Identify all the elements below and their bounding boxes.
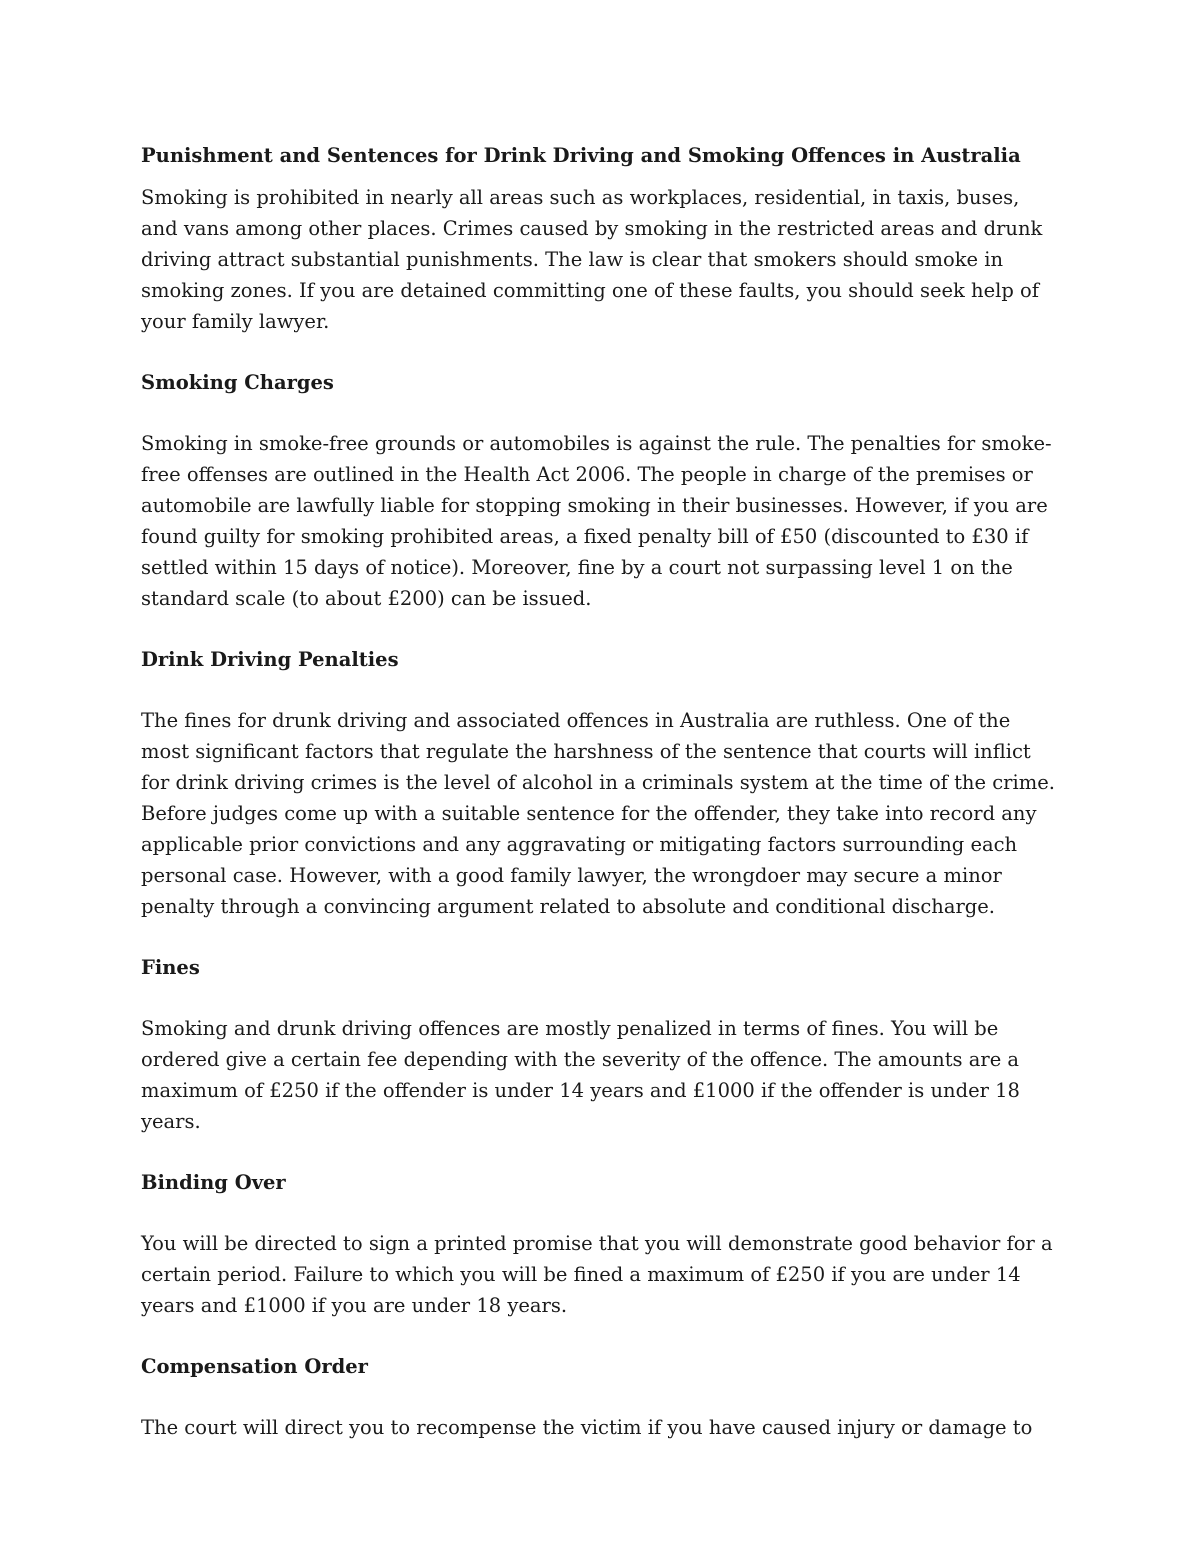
section-heading-compensation-order: Compensation Order: [141, 1355, 368, 1378]
section-heading-drink-driving-penalties: Drink Driving Penalties: [141, 648, 399, 671]
document-title: Punishment and Sentences for Drink Driving and Smoking Offences in Australia: [141, 144, 1021, 167]
section-body-drink-driving-penalties: The fines for drunk driving and associated offences in Australia are ruthless. One of the most significant factors that regulate the harshness of the sentence that courts will inflict for drink driving crimes is the level of alcohol in a criminals system at the time of the crime. Before judges come up with a suitable sentence for the offender, they take into record any applicable prior convictions and any aggravating or mitigating factors surrounding each personal case. However, with a good family lawyer, the wrongdoer may secure a minor penalty through a convincing argument related to absolute and conditional discharge.: [141, 709, 1055, 918]
section-body-binding-over: You will be directed to sign a printed promise that you will demonstrate good behavior for a certain period. Failure to which you will be fined a maximum of £250 if you are under 14 years and £1000 if you are under 18 years.: [141, 1232, 1053, 1317]
section-body-fines: Smoking and drunk driving offences are mostly penalized in terms of fines. You will be ordered give a certain fee depending with the severity of the offence. The amounts are a maximum of £250 if the offender is under 14 years and £1000 if the offender is under 18 years.: [141, 1017, 1020, 1133]
intro-paragraph: Smoking is prohibited in nearly all areas such as workplaces, residential, in taxis, buses, and vans among other places. Crimes caused by smoking in the restricted areas and drunk driving attract substantial punishments. The law is clear that smokers should smoke in smoking zones. If you are detained committing one of these faults, you should seek help of your family lawyer.: [141, 186, 1043, 333]
section-body-smoking-charges: Smoking in smoke-free grounds or automobiles is against the rule. The penalties for smoke-free offenses are outlined in the Health Act 2006. The people in charge of the premises or automobile are lawfully liable for stopping smoking in their businesses. However, if you are found guilty for smoking prohibited areas, a fixed penalty bill of £50 (discounted to £30 if settled within 15 days of notice). Moreover, fine by a court not surpassing level 1 on the standard scale (to about £200) can be issued.: [141, 432, 1052, 610]
document-page: [141, 140, 1061, 1443]
section-heading-binding-over: Binding Over: [141, 1171, 286, 1194]
section-body-compensation-order: The court will direct you to recompense the victim if you have caused injury or damage to: [141, 1416, 1033, 1439]
section-heading-fines: Fines: [141, 956, 200, 979]
section-heading-smoking-charges: Smoking Charges: [141, 371, 334, 394]
